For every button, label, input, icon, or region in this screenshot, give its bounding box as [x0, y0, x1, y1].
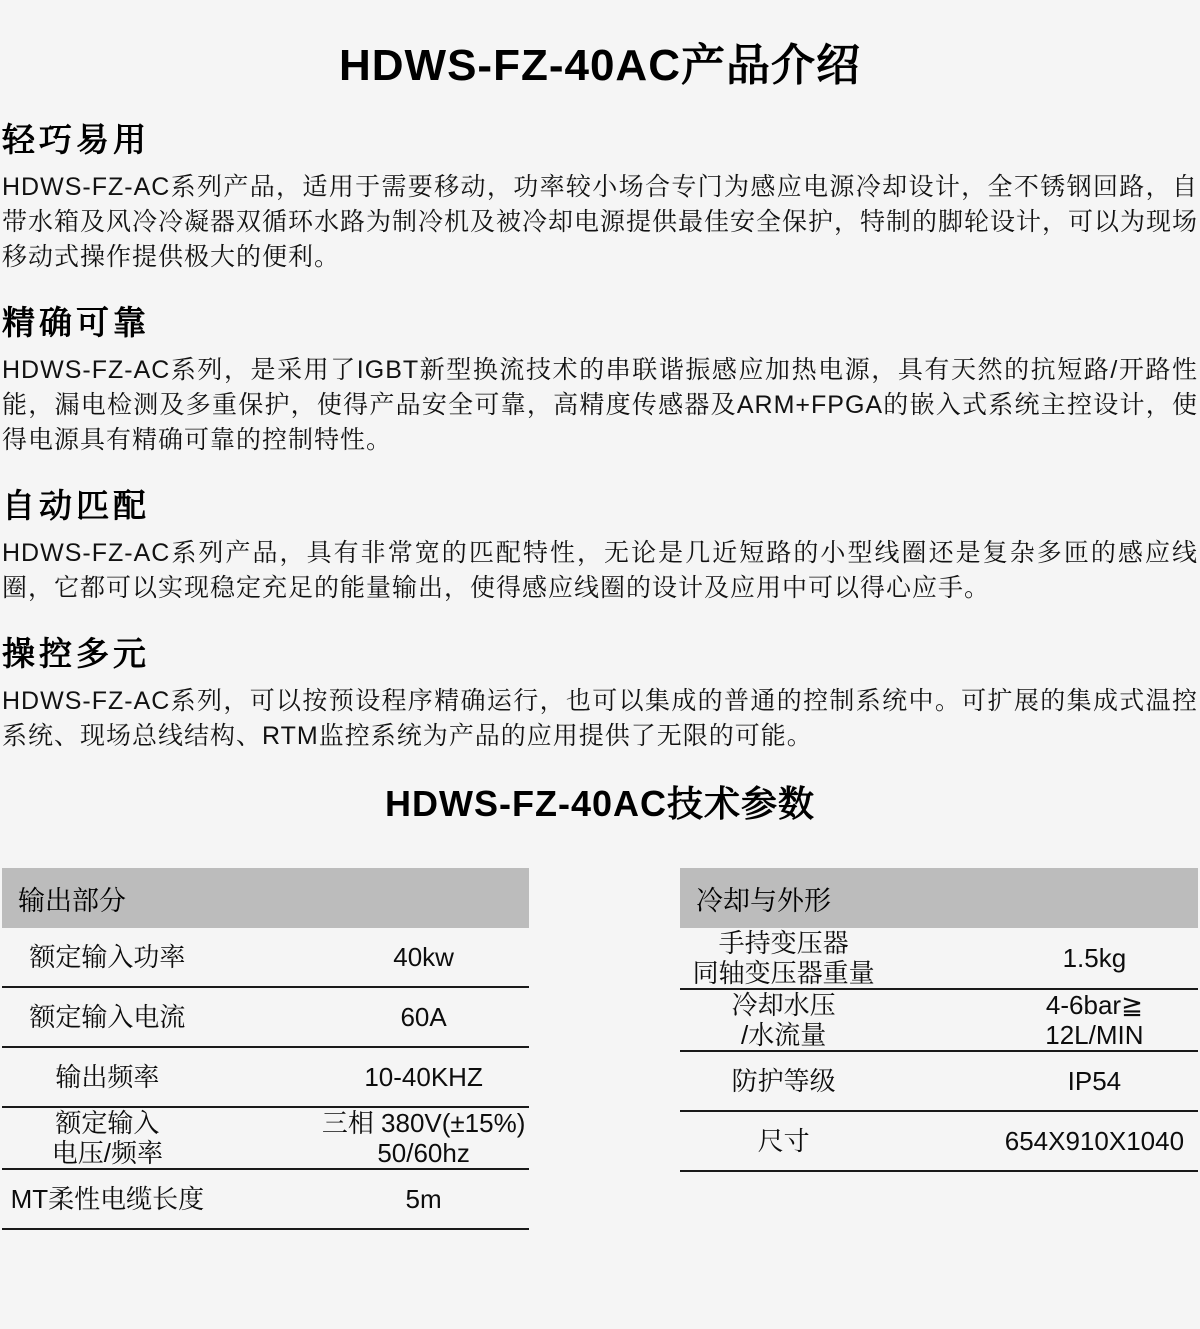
feature-body: HDWS-FZ-AC系列产品，具有非常宽的匹配特性，无论是几近短路的小型线圈还是复杂多匝的感应线圈，它都可以实现稳定充足的能量输出，使得感应线圈的设计及应用中可以得心应手。	[2, 539, 1198, 602]
spec-row	[2, 1108, 529, 1170]
feature-heading: 精确可靠	[2, 304, 150, 341]
spec-value	[991, 943, 1198, 973]
spec-value	[318, 1062, 529, 1092]
feature-section-1	[2, 122, 1198, 275]
spec-value-line: 50/60hz	[377, 1138, 470, 1168]
spec-table-header: 冷却与外形	[680, 868, 1198, 928]
feature-heading: 操控多元	[2, 635, 150, 672]
spec-label	[2, 1108, 213, 1168]
spec-label-line: 冷却水压	[731, 990, 836, 1020]
spec-label	[680, 1126, 887, 1156]
product-page	[0, 40, 1200, 1230]
spec-label-line: 额定输入电流	[29, 1002, 186, 1032]
feature-body: HDWS-FZ-AC系列产品，适用于需要移动，功率较小场合专门为感应电源冷却设计，全不锈钢回路，自带水箱及风冷冷凝器双循环水路为制冷机及被冷却电源提供最佳安全保护，特制的脚轮设计，可以为现场移动式操作提供极大的便利。	[2, 173, 1199, 271]
spec-label	[680, 990, 887, 1050]
feature-body: HDWS-FZ-AC系列，是采用了IGBT新型换流技术的串联谐振感应加热电源，具有天然的抗短路/开路性能，漏电检测及多重保护，使得产品安全可靠，高精度传感器及ARM+FPGA的嵌入式系统主控设计，使得电源具有精确可靠的控制特性。	[2, 356, 1198, 454]
spec-value-line: 5m	[405, 1184, 442, 1214]
spec-label-line: 防护等级	[731, 1066, 836, 1096]
spec-row	[2, 1170, 529, 1230]
spec-label-line: 电压/频率	[51, 1138, 164, 1168]
spec-value-line: 4-6bar≧	[1045, 990, 1143, 1020]
spec-label-line: MT柔性电缆长度	[10, 1184, 205, 1214]
spec-label	[680, 928, 887, 988]
spec-table-cooling	[680, 868, 1198, 1230]
spec-label	[2, 1184, 213, 1214]
spec-value	[318, 942, 529, 972]
spec-row	[680, 1052, 1198, 1112]
spec-row	[680, 928, 1198, 990]
spec-value-line: 40kw	[393, 942, 454, 972]
spec-label	[2, 942, 213, 972]
spec-value-line: 10-40KHZ	[364, 1062, 483, 1092]
spec-label-line: 输出频率	[55, 1062, 160, 1092]
spec-value	[991, 990, 1198, 1050]
spec-row	[2, 988, 529, 1048]
spec-tables	[2, 868, 1198, 1230]
specs-title: HDWS-FZ-40AC技术参数	[385, 783, 815, 824]
spec-value-line: 1.5kg	[1062, 943, 1127, 973]
spec-value	[991, 1066, 1198, 1096]
spec-value	[318, 1184, 529, 1214]
spec-value-line: 60A	[400, 1002, 447, 1032]
spec-label-line: 手持变压器	[718, 928, 849, 958]
page-title: HDWS-FZ-40AC产品介绍	[339, 41, 861, 90]
spec-row	[680, 990, 1198, 1052]
spec-label	[2, 1062, 213, 1092]
spec-value-line: 三相 380V(±15%)	[321, 1108, 526, 1138]
spec-row	[2, 928, 529, 988]
feature-section-4	[2, 636, 1198, 754]
feature-section-2	[2, 305, 1198, 458]
spec-label-line: /水流量	[740, 1020, 827, 1050]
spec-value-line: IP54	[1067, 1066, 1122, 1096]
spec-label-line: 额定输入	[55, 1108, 160, 1138]
spec-row	[680, 1112, 1198, 1172]
spec-table-header: 输出部分	[2, 868, 529, 928]
spec-label-line: 额定输入功率	[29, 942, 186, 972]
feature-heading: 轻巧易用	[2, 121, 150, 158]
feature-section-3	[2, 488, 1198, 606]
spec-value-line: 654X910X1040	[1004, 1126, 1185, 1156]
spec-value	[318, 1002, 529, 1032]
spec-label-line: 尺寸	[757, 1126, 810, 1156]
spec-label	[680, 1066, 887, 1096]
spec-label-line: 同轴变压器重量	[692, 958, 875, 988]
spec-value	[318, 1108, 529, 1168]
spec-value-line: 12L/MIN	[1045, 1020, 1144, 1050]
spec-label	[2, 1002, 213, 1032]
feature-heading: 自动匹配	[2, 487, 150, 524]
spec-row	[2, 1048, 529, 1108]
spec-table-output	[2, 868, 529, 1230]
spec-value	[991, 1126, 1198, 1156]
feature-body: HDWS-FZ-AC系列，可以按预设程序精确运行，也可以集成的普通的控制系统中。可扩展的集成式温控系统、现场总线结构、RTM监控系统为产品的应用提供了无限的可能。	[2, 687, 1198, 750]
